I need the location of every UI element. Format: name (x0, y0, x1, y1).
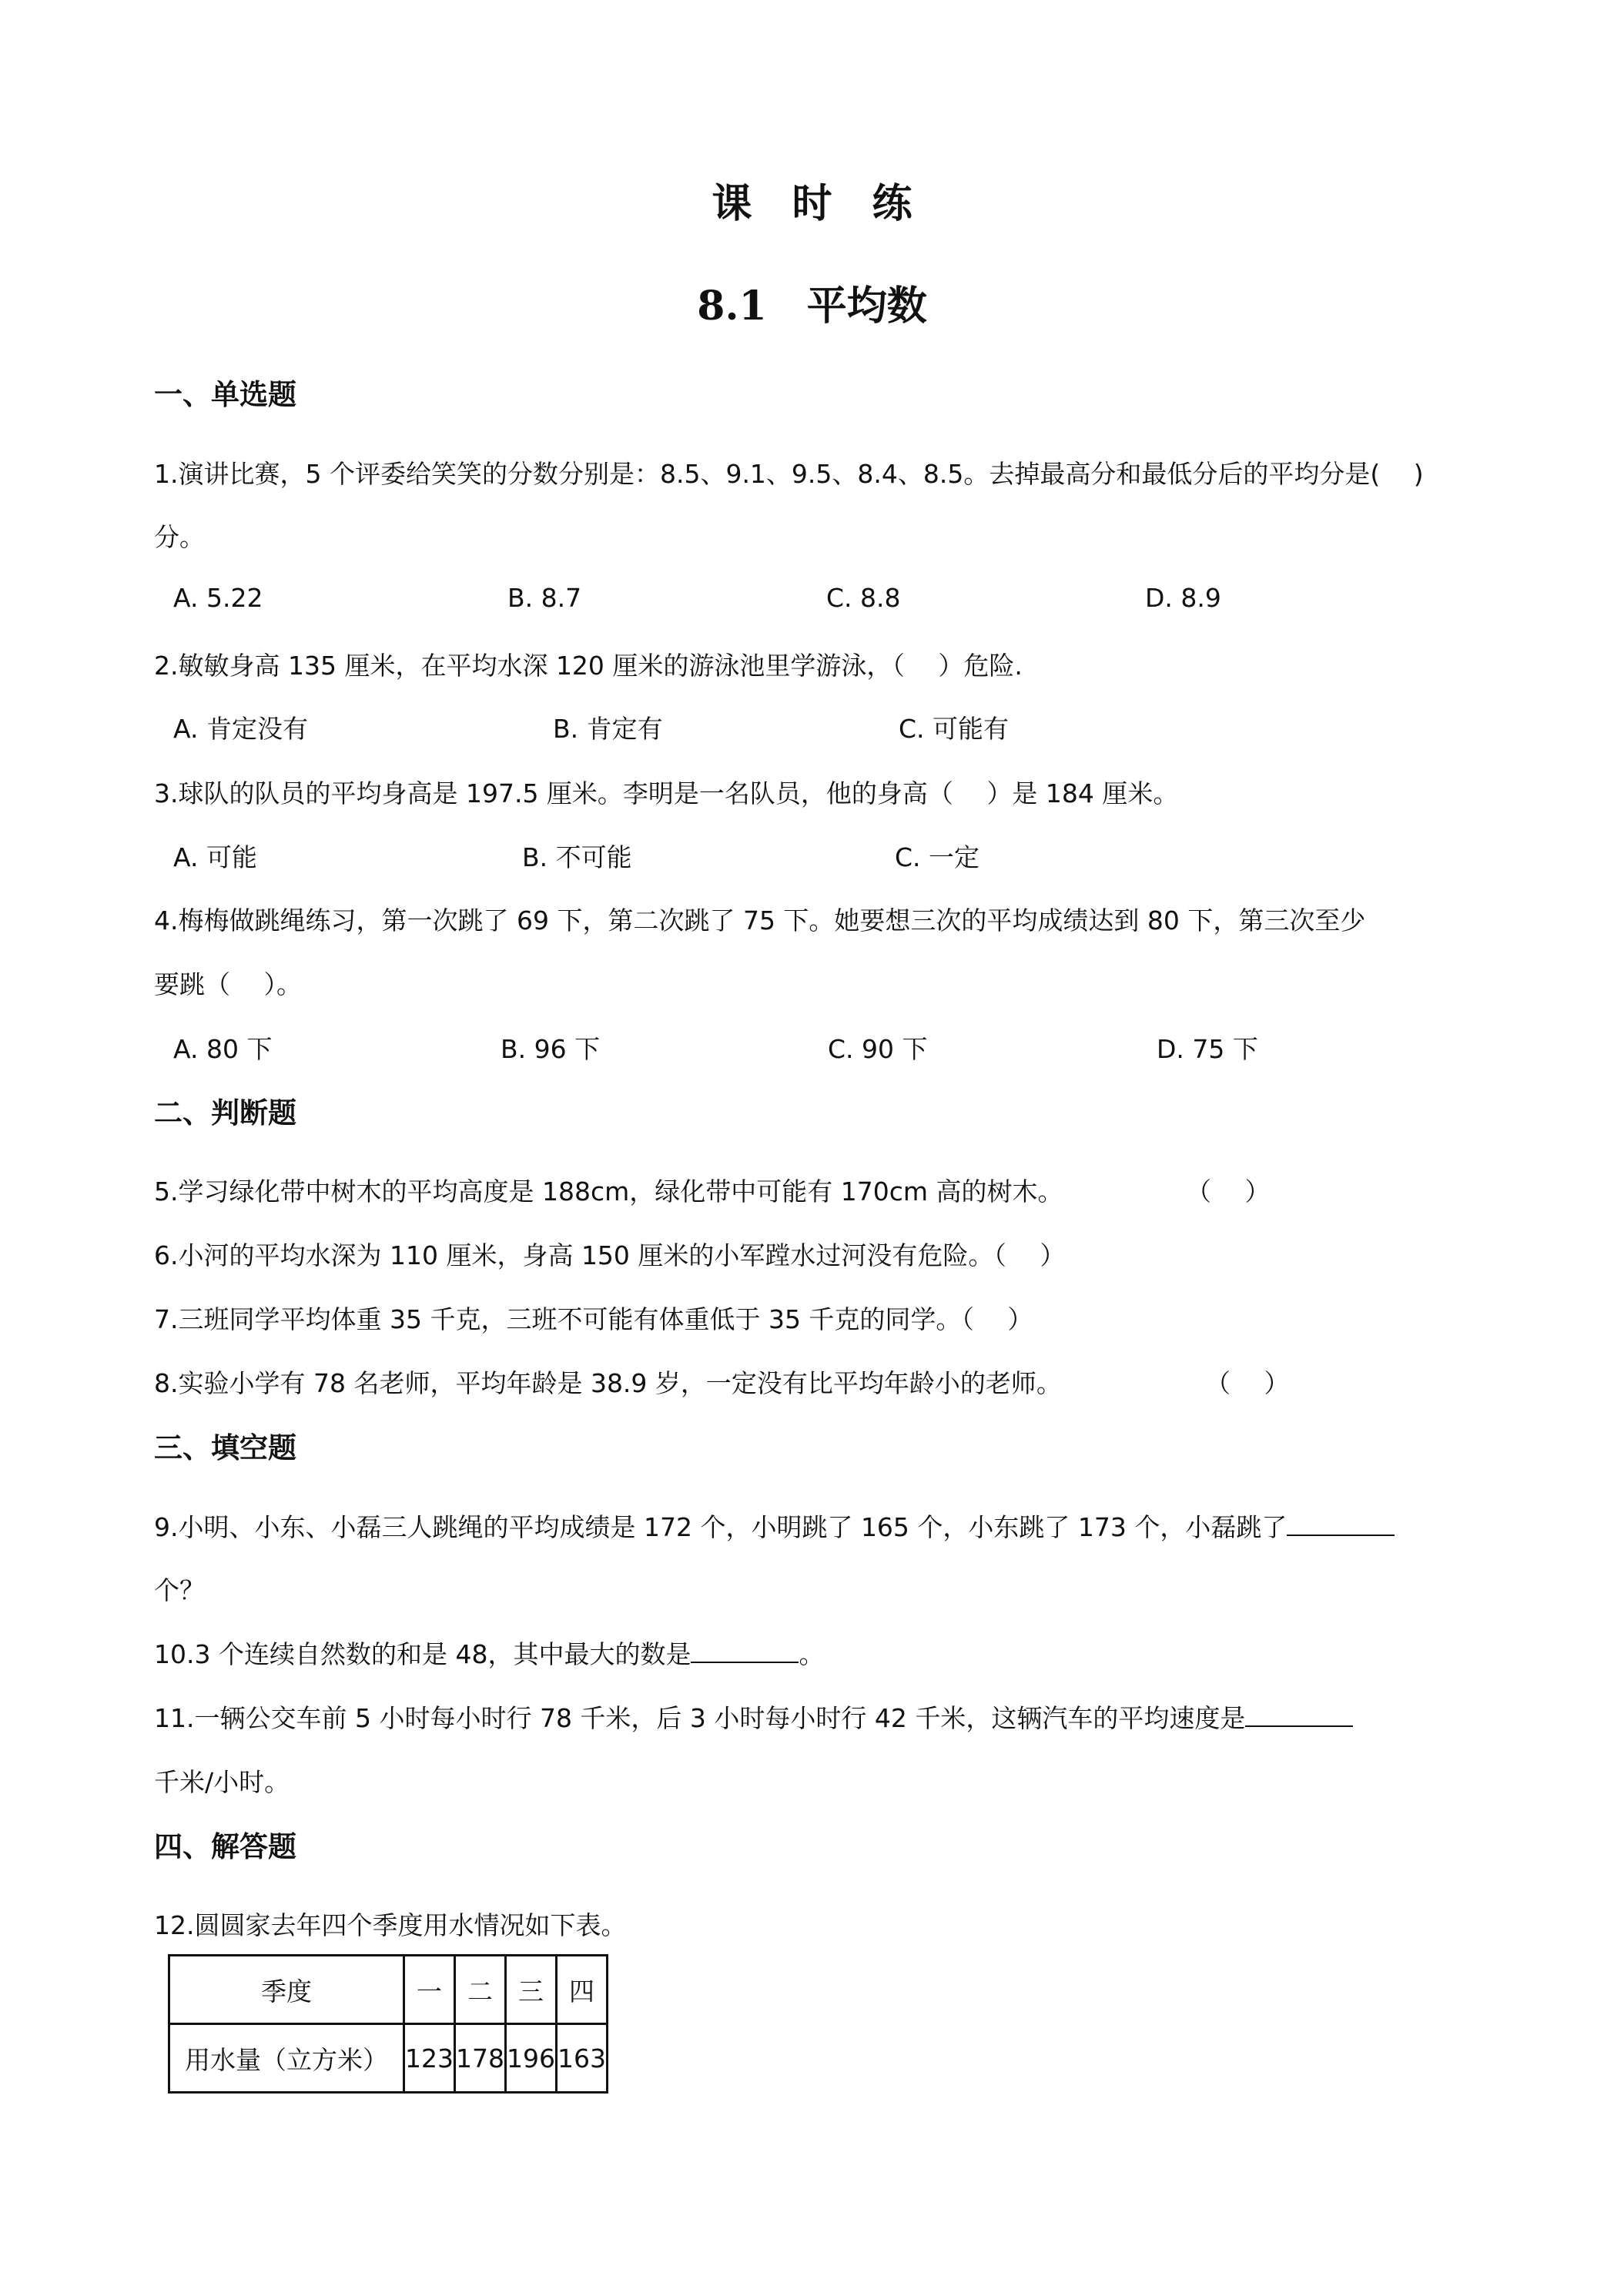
water-usage-table (168, 1954, 608, 2094)
question-11-blank[interactable] (1245, 1702, 1353, 1727)
question-3-option-c: C. 一定 (895, 842, 980, 872)
table-header-cell: 四 (557, 1956, 608, 2024)
table-cell: 178 (455, 2024, 506, 2093)
question-3-option-a: A. 可能 (173, 842, 257, 872)
question-1-option-c: C. 8.8 (826, 583, 901, 613)
table-cell: 用水量（立方米） (169, 2024, 404, 2093)
question-4-line-2: 要跳（ ）。 (154, 969, 302, 999)
question-10-suffix: 。 (799, 1639, 825, 1669)
question-9-blank[interactable] (1287, 1511, 1395, 1536)
question-10-text: 10.3 个连续自然数的和是 48，其中最大的数是 (154, 1639, 691, 1669)
question-12: 12.圆圆家去年四个季度用水情况如下表。 (154, 1910, 627, 1940)
question-1-line-2: 分。 (154, 522, 205, 552)
question-2-line-1: 2.敏敏身高 135 厘米，在平均水深 120 厘米的游泳池里学游泳，（ ）危险. (154, 651, 1023, 681)
question-2-option-b: B. 肯定有 (553, 714, 663, 744)
question-3-option-b: B. 不可能 (522, 842, 632, 872)
section-heading-solve: 四、解答题 (154, 1830, 296, 1863)
question-6: 6.小河的平均水深为 110 厘米，身高 150 厘米的小军蹚水过河没有危险。（ ） (154, 1240, 1066, 1270)
question-5: 5.学习绿化带中树木的平均高度是 188cm，绿化带中可能有 170cm 高的树木。 (154, 1176, 1063, 1207)
question-4-line-1: 4.梅梅做跳绳练习，第一次跳了 69 下，第二次跳了 75 下。她要想三次的平均成绩达到 80 下，第三次至少 (154, 905, 1366, 935)
question-1-option-a: A. 5.22 (173, 583, 263, 613)
question-10 (154, 1635, 824, 1671)
question-2-option-c: C. 可能有 (899, 714, 1010, 744)
page-title: 课 时 练 (712, 180, 912, 227)
question-1-line-1: 1.演讲比赛，5 个评委给笑笑的分数分别是：8.5、9.1、9.5、8.4、8.5。去掉最高分和最低分后的平均分是( ) (154, 459, 1424, 489)
table-row (169, 1956, 608, 2024)
section-heading-single-choice: 一、单选题 (154, 378, 296, 411)
question-1-option-d: D. 8.9 (1145, 583, 1221, 613)
question-8: 8.实验小学有 78 名老师，平均年龄是 38.9 岁，一定没有比平均年龄小的老师。 (154, 1368, 1062, 1398)
question-2-option-a: A. 肯定没有 (173, 714, 308, 744)
question-11-text: 11.一辆公交车前 5 小时每小时行 78 千米，后 3 小时每小时行 42 千米，这辆汽车的平均速度是 (154, 1703, 1246, 1733)
page-subtitle: 8.1 平均数 (697, 283, 927, 330)
question-8-answer-paren: （ ） (1205, 1368, 1290, 1398)
section-heading-fill-blank: 三、填空题 (154, 1431, 296, 1464)
section-heading-true-false: 二、判断题 (154, 1096, 296, 1130)
question-7: 7.三班同学平均体重 35 千克，三班不可能有体重低于 35 千克的同学。（ ） (154, 1304, 1033, 1334)
question-4-option-c: C. 90 下 (828, 1034, 928, 1064)
table-header-cell: 季度 (169, 1956, 404, 2024)
question-5-answer-paren: （ ） (1186, 1176, 1271, 1207)
question-3-line-1: 3.球队的队员的平均身高是 197.5 厘米。李明是一名队员，他的身高（ ）是 184 厘米。 (154, 778, 1179, 808)
table-cell: 196 (506, 2024, 557, 2093)
question-4-option-a: A. 80 下 (173, 1034, 273, 1064)
question-9-line-2: 个？ (154, 1575, 205, 1605)
table-header-cell: 二 (455, 1956, 506, 2024)
table-cell: 163 (557, 2024, 608, 2093)
question-11-line-1 (154, 1699, 1353, 1735)
table-cell: 123 (404, 2024, 455, 2093)
question-9-line-1 (154, 1508, 1395, 1544)
question-4-option-b: B. 96 下 (501, 1034, 601, 1064)
question-1-option-b: B. 8.7 (507, 583, 582, 613)
question-9-text: 9.小明、小东、小磊三人跳绳的平均成绩是 172 个，小明跳了 165 个，小东跳了 173 个，小磊跳了 (154, 1512, 1287, 1542)
table-row (169, 2024, 608, 2093)
question-11-line-2: 千米/小时。 (154, 1767, 290, 1797)
question-4-option-d: D. 75 下 (1157, 1034, 1258, 1064)
table-header-cell: 一 (404, 1956, 455, 2024)
question-10-blank[interactable] (691, 1638, 799, 1663)
table-header-cell: 三 (506, 1956, 557, 2024)
